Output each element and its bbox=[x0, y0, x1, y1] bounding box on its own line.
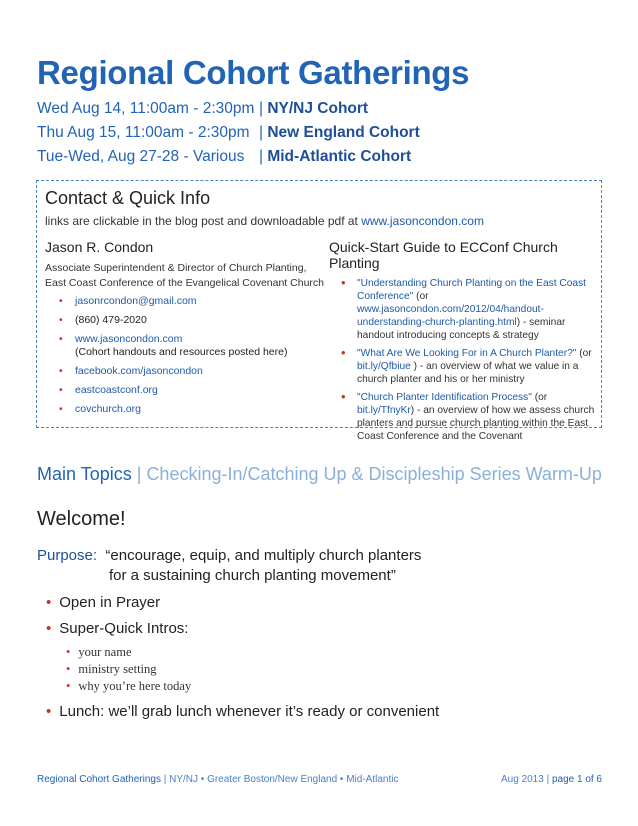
footer-right bbox=[501, 774, 602, 785]
quickstart-link[interactable]: "Church Planter Identification Process" bbox=[357, 392, 532, 403]
schedule-date: Tue-Wed, Aug 27-28 - Various bbox=[37, 148, 245, 165]
purpose-block bbox=[37, 546, 421, 586]
role-line: East Coast Conference of the Evangelical Covenant Church bbox=[45, 277, 324, 289]
list-item bbox=[66, 645, 132, 660]
facebook-link[interactable]: facebook.com/jasoncondon bbox=[75, 365, 203, 377]
list-item bbox=[329, 347, 599, 386]
purpose-label: Purpose: bbox=[37, 547, 98, 564]
quickstart-title: Quick-Start Guide to ECConf Church Planting bbox=[329, 239, 558, 271]
eastcoastconf-link[interactable]: eastcoastconf.org bbox=[75, 384, 158, 396]
qs-pre: (or bbox=[576, 348, 592, 359]
schedule-date: Wed Aug 14, 11:00am - 2:30pm bbox=[37, 100, 255, 117]
website-link[interactable]: www.jasoncondon.com bbox=[75, 333, 183, 345]
website-link[interactable]: www.jasoncondon.com bbox=[361, 214, 484, 228]
schedule-cohort: NY/NJ Cohort bbox=[267, 100, 369, 117]
quickstart-link[interactable]: "Understanding Church Planting on the East Coast Conference" bbox=[357, 278, 587, 302]
list-item bbox=[46, 620, 188, 637]
sub-bullet-text: ministry setting bbox=[78, 662, 157, 676]
schedule-date: Thu Aug 15, 11:00am - 2:30pm bbox=[37, 124, 250, 141]
contact-column bbox=[45, 239, 335, 422]
bullet-text: Open in Prayer bbox=[59, 594, 161, 611]
list-item bbox=[46, 703, 439, 720]
quickstart-column bbox=[329, 239, 599, 448]
phone-number: (860) 479-2020 bbox=[75, 314, 147, 326]
list-item bbox=[66, 662, 157, 677]
list-item bbox=[59, 314, 335, 327]
quickstart-link[interactable]: "What Are We Looking For in A Church Planter?" bbox=[357, 348, 577, 359]
role-line: Associate Superintendent & Director of Church Planting, bbox=[45, 262, 307, 274]
list-item bbox=[59, 333, 335, 359]
qs-url[interactable]: bit.ly/Qfbiue bbox=[357, 361, 411, 372]
topics-main: Main Topics bbox=[37, 464, 132, 484]
contact-role bbox=[45, 261, 335, 291]
schedule-cohort: Mid-Atlantic Cohort bbox=[267, 148, 412, 165]
bullet-text: Lunch: we’ll grab lunch whenever it’s ready or convenient bbox=[59, 703, 440, 720]
list-item bbox=[59, 403, 335, 416]
sub-bullet-text: why you’re here today bbox=[78, 679, 192, 693]
list-item bbox=[329, 391, 599, 443]
schedule-sep: | bbox=[259, 100, 264, 117]
contact-title: Contact & Quick Info bbox=[45, 188, 211, 208]
welcome-heading: Welcome! bbox=[37, 508, 126, 530]
contact-links bbox=[45, 295, 335, 416]
footer-left bbox=[37, 774, 398, 785]
list-item bbox=[329, 277, 599, 342]
list-item bbox=[59, 384, 335, 397]
schedule-row bbox=[37, 100, 368, 118]
list-item bbox=[46, 594, 160, 611]
bullet-text: Super-Quick Intros: bbox=[59, 620, 189, 637]
footer-title: Regional Cohort Gatherings bbox=[37, 774, 161, 785]
list-item bbox=[66, 679, 191, 694]
topics-sep: | bbox=[136, 464, 142, 484]
bullet-icon: • bbox=[46, 703, 52, 720]
sub-bullet-text: your name bbox=[78, 645, 132, 659]
list-item bbox=[59, 295, 335, 308]
qs-pre: (or bbox=[531, 392, 548, 403]
contact-subtitle-text: links are clickable in the blog post and downloadable pdf at bbox=[45, 214, 358, 228]
qs-pre: (or bbox=[413, 291, 429, 302]
quickstart-list bbox=[329, 277, 599, 443]
bullet-icon: • bbox=[46, 620, 52, 637]
schedule-row bbox=[37, 124, 420, 142]
contact-name: Jason R. Condon bbox=[45, 239, 154, 255]
qs-desc: ) - an overview of what we value in a church planter and his or her ministry bbox=[357, 361, 579, 385]
topics-heading bbox=[37, 464, 602, 485]
email-link[interactable]: jasonrcondon@gmail.com bbox=[75, 295, 197, 307]
purpose-line: for a sustaining church planting movement” bbox=[109, 567, 396, 584]
purpose-line: “encourage, equip, and multiply church planters bbox=[105, 547, 422, 564]
schedule-sep: | bbox=[259, 124, 264, 141]
qs-url[interactable]: bit.ly/TfnyKr bbox=[357, 405, 411, 416]
covchurch-link[interactable]: covchurch.org bbox=[75, 403, 141, 415]
qs-url[interactable]: www.jasoncondon.com/2012/04/handout-understanding-church-planting.html bbox=[357, 304, 544, 328]
website-note: (Cohort handouts and resources posted here) bbox=[75, 346, 288, 358]
bullet-icon: • bbox=[66, 662, 71, 676]
schedule-row bbox=[37, 148, 411, 166]
topics-rest: Checking-In/Catching Up & Discipleship Series Warm-Up bbox=[146, 464, 602, 484]
footer-regions: | NY/NJ • Greater Boston/New England • Mid-Atlantic bbox=[163, 774, 399, 785]
contact-subtitle bbox=[45, 214, 484, 228]
page-number: page 1 of 6 bbox=[551, 774, 602, 785]
qs-desc: ) - an overview of how we assess church planters and pursue church planting within the East Coast Conference and the Covenant bbox=[357, 405, 595, 442]
bullet-icon: • bbox=[66, 645, 71, 659]
schedule-cohort: New England Cohort bbox=[267, 124, 420, 141]
contact-box bbox=[36, 180, 602, 442]
bullet-icon: • bbox=[46, 594, 52, 611]
bullet-icon: • bbox=[66, 679, 71, 693]
list-item bbox=[59, 365, 335, 378]
schedule-sep: | bbox=[259, 148, 264, 165]
page-title: Regional Cohort Gatherings bbox=[37, 54, 470, 91]
footer-date: Aug 2013 | bbox=[500, 774, 550, 785]
qs-desc: ) - seminar handout introducing concepts & strategy bbox=[357, 317, 566, 341]
